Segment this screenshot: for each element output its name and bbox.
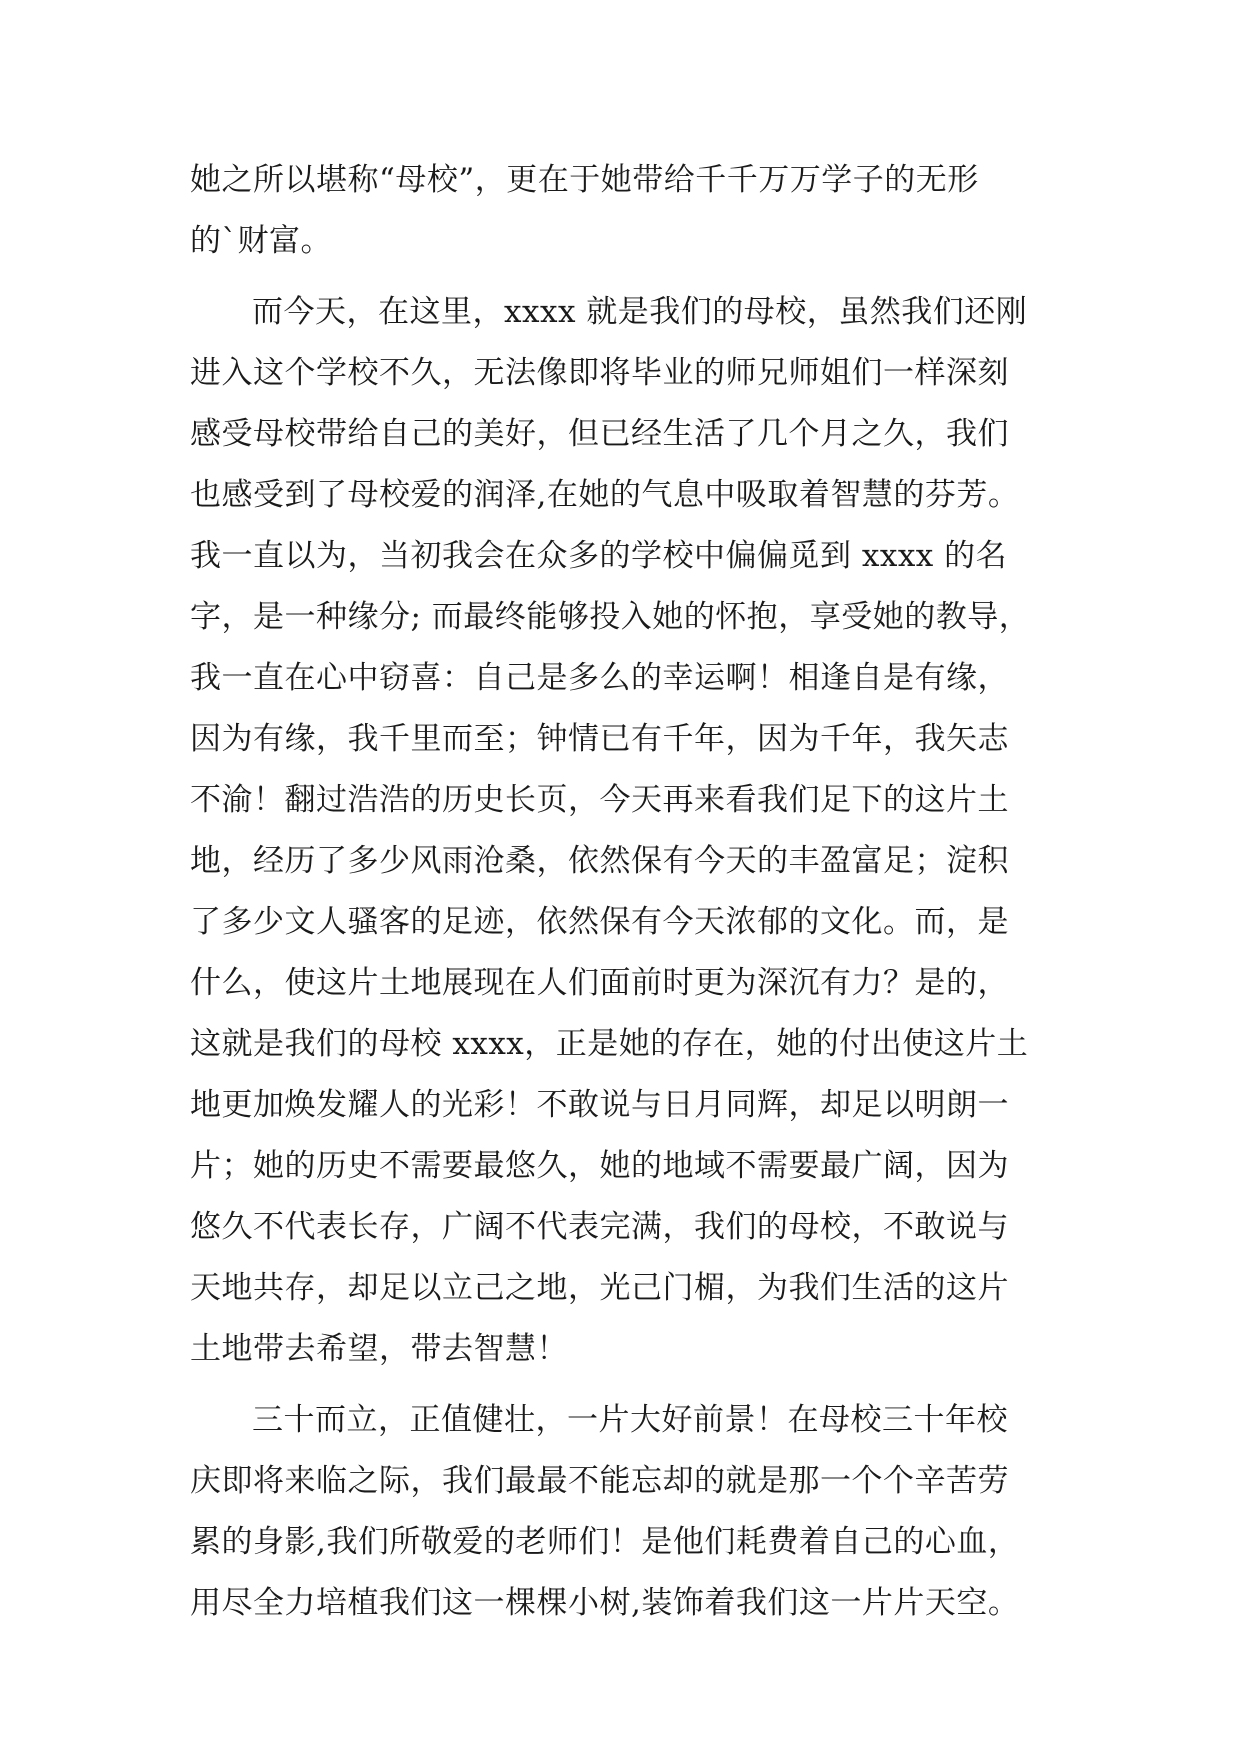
paragraph-line: 也感受到了母校爱的润泽,在她的气息中吸取着智慧的芬芳。 <box>190 477 1020 513</box>
paragraph-line: 累的身影,我们所敬爱的老师们！是他们耗费着自己的心血， <box>190 1524 1020 1560</box>
paragraph-line: 了多少文人骚客的足迹，依然保有今天浓郁的文化。而，是 <box>190 904 1009 940</box>
paragraph-line: 地更加焕发耀人的光彩！不敢说与日月同辉，却足以明朗一 <box>190 1087 1009 1123</box>
paragraph-line: 的`财富。 <box>190 223 332 259</box>
paragraph-line: 进入这个学校不久，无法像即将毕业的师兄师姐们一样深刻 <box>190 355 1009 391</box>
paragraph-line: 她之所以堪称“母校”，更在于她带给千千万万学子的无形 <box>190 162 979 198</box>
paragraph-line: 什么，使这片土地展现在人们面前时更为深沉有力？是的， <box>190 965 1009 1001</box>
paragraph-2 <box>190 282 1070 1380</box>
paragraph-line: 天地共存，却足以立己之地，光己门楣，为我们生活的这片 <box>190 1270 1009 1306</box>
paragraph-line: 地，经历了多少风雨沧桑，依然保有今天的丰盈富足；淀积 <box>190 843 1009 879</box>
document-body <box>190 150 1070 1634</box>
paragraph-line: 土地带去希望，带去智慧！ <box>190 1331 568 1367</box>
paragraph-line: 而今天，在这里，xxxx 就是我们的母校，虽然我们还刚 <box>252 294 1028 330</box>
paragraph-line: 字，是一种缘分; 而最终能够投入她的怀抱，享受她的教导， <box>190 599 1031 635</box>
paragraph-line: 我一直以为，当初我会在众多的学校中偏偏觅到 xxxx 的名 <box>190 538 1008 574</box>
paragraph-line: 感受母校带给自己的美好，但已经生活了几个月之久，我们 <box>190 416 1009 452</box>
paragraph-1 <box>190 150 1070 272</box>
paragraph-line: 这就是我们的母校 xxxx，正是她的存在，她的付出使这片土 <box>190 1026 1029 1062</box>
paragraph-line: 悠久不代表长存，广阔不代表完满，我们的母校，不敢说与 <box>190 1209 1009 1245</box>
paragraph-line: 片；她的历史不需要最悠久，她的地域不需要最广阔，因为 <box>190 1148 1009 1184</box>
paragraph-line: 三十而立，正值健壮，一片大好前景！在母校三十年校 <box>252 1402 1008 1438</box>
paragraph-line: 用尽全力培植我们这一棵棵小树,装饰着我们这一片片天空。 <box>190 1585 1020 1621</box>
paragraph-line: 我一直在心中窃喜：自己是多么的幸运啊！相逢自是有缘， <box>190 660 1009 696</box>
paragraph-line: 不渝！翻过浩浩的历史长页，今天再来看我们足下的这片土 <box>190 782 1009 818</box>
paragraph-line: 庆即将来临之际，我们最最不能忘却的就是那一个个辛苦劳 <box>190 1463 1009 1499</box>
paragraph-line: 因为有缘，我千里而至；钟情已有千年，因为千年，我矢志 <box>190 721 1009 757</box>
paragraph-3 <box>190 1390 1070 1634</box>
